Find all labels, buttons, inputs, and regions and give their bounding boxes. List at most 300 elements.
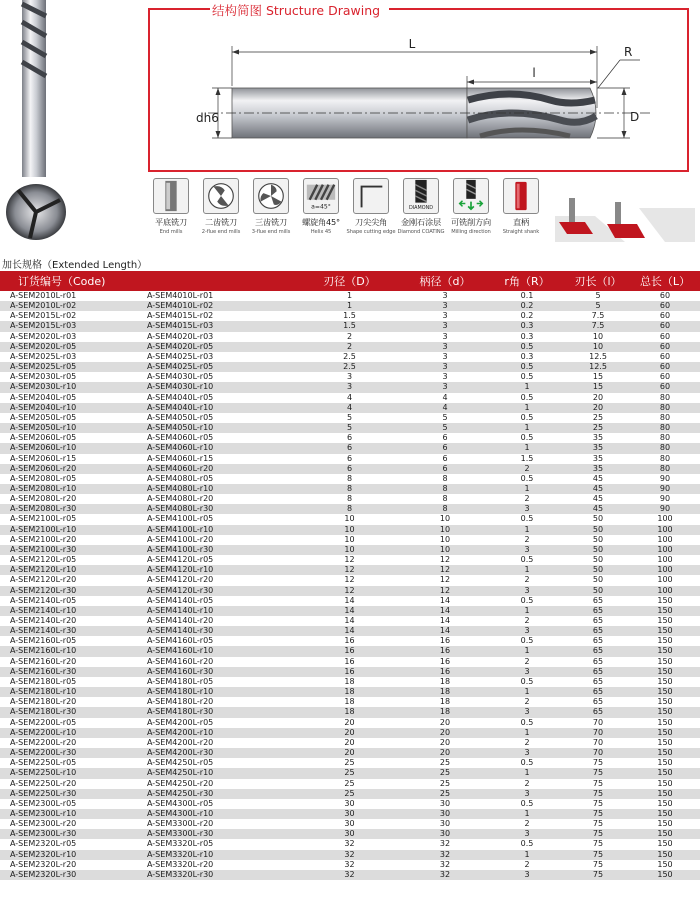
cell-cutting-diameter: 10 bbox=[297, 545, 402, 555]
cell-shank-diameter: 32 bbox=[402, 839, 488, 849]
cell-flute-length: 65 bbox=[566, 646, 630, 656]
feature-diamond-en: Diamond COATING bbox=[397, 229, 445, 235]
table-row bbox=[0, 352, 700, 362]
cell-code-a: A-SEM2030L-r05 bbox=[0, 372, 145, 382]
cell-shank-diameter: 25 bbox=[402, 758, 488, 768]
two-flute-icon bbox=[203, 178, 239, 214]
cell-code-a: A-SEM2120L-r05 bbox=[0, 555, 145, 565]
table-row bbox=[0, 768, 700, 778]
table-row bbox=[0, 779, 700, 789]
cell-flute-length: 35 bbox=[566, 454, 630, 464]
table-row bbox=[0, 362, 700, 372]
cell-code-b: A-SEM4100L-r30 bbox=[145, 545, 297, 555]
cell-corner-radius: 2 bbox=[488, 819, 566, 829]
table-row bbox=[0, 555, 700, 565]
cell-code-a: A-SEM2320L-r20 bbox=[0, 860, 145, 870]
sharp-corner-icon bbox=[353, 178, 389, 214]
three-flute-icon bbox=[253, 178, 289, 214]
cell-overall-length: 150 bbox=[630, 636, 700, 646]
cell-code-b: A-SEM4020L-r05 bbox=[145, 342, 297, 352]
cell-code-a: A-SEM2250L-r20 bbox=[0, 779, 145, 789]
cell-cutting-diameter: 16 bbox=[297, 646, 402, 656]
cell-cutting-diameter: 30 bbox=[297, 799, 402, 809]
cell-code-b: A-SEM4140L-r20 bbox=[145, 616, 297, 626]
table-row bbox=[0, 433, 700, 443]
cell-cutting-diameter: 3 bbox=[297, 372, 402, 382]
cell-shank-diameter: 30 bbox=[402, 829, 488, 839]
cell-overall-length: 150 bbox=[630, 657, 700, 667]
cell-cutting-diameter: 20 bbox=[297, 728, 402, 738]
cell-code-b: A-SEM4080L-r20 bbox=[145, 494, 297, 504]
cell-code-a: A-SEM2180L-r20 bbox=[0, 697, 145, 707]
cell-shank-diameter: 3 bbox=[402, 362, 488, 372]
cell-overall-length: 100 bbox=[630, 535, 700, 545]
cell-code-a: A-SEM2200L-r30 bbox=[0, 748, 145, 758]
table-row bbox=[0, 677, 700, 687]
cell-shank-diameter: 5 bbox=[402, 423, 488, 433]
cell-code-a: A-SEM2140L-r05 bbox=[0, 596, 145, 606]
cell-cutting-diameter: 3 bbox=[297, 382, 402, 392]
cell-shank-diameter: 30 bbox=[402, 819, 488, 829]
cell-shank-diameter: 20 bbox=[402, 738, 488, 748]
cell-corner-radius: 0.5 bbox=[488, 799, 566, 809]
cell-corner-radius: 0.3 bbox=[488, 352, 566, 362]
cell-flute-length: 50 bbox=[566, 555, 630, 565]
cell-flute-length: 75 bbox=[566, 779, 630, 789]
cell-corner-radius: 1 bbox=[488, 728, 566, 738]
table-row bbox=[0, 301, 700, 311]
cell-overall-length: 150 bbox=[630, 738, 700, 748]
cell-shank-diameter: 18 bbox=[402, 677, 488, 687]
cell-code-a: A-SEM2140L-r20 bbox=[0, 616, 145, 626]
cell-code-b: A-SEM4100L-r20 bbox=[145, 535, 297, 545]
cell-code-b: A-SEM4040L-r05 bbox=[145, 393, 297, 403]
table-row bbox=[0, 646, 700, 656]
feature-milling-en: Milling direction bbox=[451, 229, 491, 235]
cell-shank-diameter: 30 bbox=[402, 809, 488, 819]
cell-code-b: A-SEM4250L-r30 bbox=[145, 789, 297, 799]
cell-cutting-diameter: 25 bbox=[297, 779, 402, 789]
cell-code-a: A-SEM2160L-r05 bbox=[0, 636, 145, 646]
cell-shank-diameter: 3 bbox=[402, 342, 488, 352]
cell-code-b: A-SEM4180L-r10 bbox=[145, 687, 297, 697]
milling-illustration bbox=[555, 196, 695, 242]
cell-flute-length: 65 bbox=[566, 596, 630, 606]
cell-corner-radius: 3 bbox=[488, 870, 566, 880]
table-row bbox=[0, 413, 700, 423]
cell-code-b: A-SEM4300L-r10 bbox=[145, 809, 297, 819]
cell-corner-radius: 0.5 bbox=[488, 372, 566, 382]
cell-overall-length: 150 bbox=[630, 687, 700, 697]
table-row bbox=[0, 443, 700, 453]
table-row bbox=[0, 829, 700, 839]
cell-code-a: A-SEM2300L-r30 bbox=[0, 829, 145, 839]
cell-flute-length: 45 bbox=[566, 484, 630, 494]
cell-shank-diameter: 6 bbox=[402, 454, 488, 464]
feature-sharp-corner bbox=[345, 178, 397, 235]
cell-flute-length: 75 bbox=[566, 860, 630, 870]
cell-overall-length: 100 bbox=[630, 575, 700, 585]
cell-cutting-diameter: 2.5 bbox=[297, 352, 402, 362]
cell-corner-radius: 3 bbox=[488, 626, 566, 636]
cell-corner-radius: 0.2 bbox=[488, 301, 566, 311]
cell-shank-diameter: 18 bbox=[402, 707, 488, 717]
diamond-badge: DIAMOND bbox=[408, 205, 434, 212]
cell-code-a: A-SEM2320L-r30 bbox=[0, 870, 145, 880]
cell-shank-diameter: 8 bbox=[402, 474, 488, 484]
cell-overall-length: 60 bbox=[630, 352, 700, 362]
cell-shank-diameter: 12 bbox=[402, 586, 488, 596]
cell-code-b: A-SEM4080L-r30 bbox=[145, 504, 297, 514]
cell-corner-radius: 2 bbox=[488, 535, 566, 545]
cell-shank-diameter: 32 bbox=[402, 850, 488, 860]
cell-overall-length: 150 bbox=[630, 829, 700, 839]
cell-code-a: A-SEM2025L-r05 bbox=[0, 362, 145, 372]
cell-flute-length: 50 bbox=[566, 575, 630, 585]
feature-three-flute bbox=[245, 178, 297, 235]
feature-two-flute bbox=[195, 178, 247, 235]
cell-code-b: A-SEM4025L-r05 bbox=[145, 362, 297, 372]
cell-flute-length: 70 bbox=[566, 728, 630, 738]
cell-corner-radius: 1 bbox=[488, 606, 566, 616]
cell-code-b: A-SEM4160L-r20 bbox=[145, 657, 297, 667]
table-row bbox=[0, 535, 700, 545]
table-row bbox=[0, 454, 700, 464]
helix-angle-icon bbox=[303, 178, 339, 214]
cell-overall-length: 80 bbox=[630, 443, 700, 453]
cell-flute-length: 12.5 bbox=[566, 362, 630, 372]
cell-code-b: A-SEM4080L-r05 bbox=[145, 474, 297, 484]
cell-flute-length: 5 bbox=[566, 291, 630, 301]
cell-corner-radius: 0.5 bbox=[488, 758, 566, 768]
cell-shank-diameter: 12 bbox=[402, 555, 488, 565]
cell-cutting-diameter: 14 bbox=[297, 606, 402, 616]
cell-overall-length: 80 bbox=[630, 403, 700, 413]
cell-corner-radius: 2 bbox=[488, 860, 566, 870]
feature-three-flute-en: 3-flue end mills bbox=[251, 229, 291, 235]
cell-flute-length: 65 bbox=[566, 657, 630, 667]
cell-code-a: A-SEM2010L-r02 bbox=[0, 301, 145, 311]
cell-code-b: A-SEM4140L-r05 bbox=[145, 596, 297, 606]
cell-code-b: A-SEM4250L-r05 bbox=[145, 758, 297, 768]
cell-shank-diameter: 3 bbox=[402, 291, 488, 301]
table-row bbox=[0, 758, 700, 768]
cell-flute-length: 45 bbox=[566, 504, 630, 514]
cell-shank-diameter: 12 bbox=[402, 565, 488, 575]
cell-flute-length: 75 bbox=[566, 809, 630, 819]
cell-code-b: A-SEM4120L-r30 bbox=[145, 586, 297, 596]
cell-corner-radius: 0.5 bbox=[488, 839, 566, 849]
cell-shank-diameter: 8 bbox=[402, 484, 488, 494]
cell-cutting-diameter: 1 bbox=[297, 291, 402, 301]
cell-cutting-diameter: 6 bbox=[297, 433, 402, 443]
cell-code-b: A-SEM3320L-r05 bbox=[145, 839, 297, 849]
cell-shank-diameter: 20 bbox=[402, 718, 488, 728]
cell-shank-diameter: 14 bbox=[402, 626, 488, 636]
cell-corner-radius: 1 bbox=[488, 687, 566, 697]
cell-cutting-diameter: 25 bbox=[297, 758, 402, 768]
cell-overall-length: 150 bbox=[630, 789, 700, 799]
cell-corner-radius: 0.5 bbox=[488, 718, 566, 728]
feature-helix-angle bbox=[295, 178, 347, 235]
cell-shank-diameter: 6 bbox=[402, 443, 488, 453]
cell-corner-radius: 0.5 bbox=[488, 636, 566, 646]
straight-shank-icon bbox=[503, 178, 539, 214]
dim-D-label: D bbox=[630, 110, 640, 124]
cell-code-b: A-SEM4050L-r10 bbox=[145, 423, 297, 433]
cell-shank-diameter: 16 bbox=[402, 657, 488, 667]
cell-flute-length: 65 bbox=[566, 636, 630, 646]
cell-code-b: A-SEM4030L-r10 bbox=[145, 382, 297, 392]
cell-cutting-diameter: 18 bbox=[297, 687, 402, 697]
cell-shank-diameter: 16 bbox=[402, 636, 488, 646]
cell-code-a: A-SEM2100L-r05 bbox=[0, 514, 145, 524]
feature-shank-zh: 直柄 bbox=[513, 217, 529, 227]
table-row bbox=[0, 514, 700, 524]
cell-corner-radius: 1 bbox=[488, 850, 566, 860]
cell-code-a: A-SEM2040L-r05 bbox=[0, 393, 145, 403]
cell-cutting-diameter: 12 bbox=[297, 586, 402, 596]
cell-flute-length: 10 bbox=[566, 342, 630, 352]
table-row bbox=[0, 697, 700, 707]
cell-code-a: A-SEM2180L-r10 bbox=[0, 687, 145, 697]
cell-corner-radius: 1 bbox=[488, 403, 566, 413]
cell-shank-diameter: 16 bbox=[402, 667, 488, 677]
cell-overall-length: 60 bbox=[630, 382, 700, 392]
cell-corner-radius: 0.5 bbox=[488, 596, 566, 606]
cell-overall-length: 150 bbox=[630, 850, 700, 860]
cell-code-a: A-SEM2200L-r20 bbox=[0, 738, 145, 748]
cell-cutting-diameter: 25 bbox=[297, 789, 402, 799]
cell-code-a: A-SEM2030L-r10 bbox=[0, 382, 145, 392]
cell-flute-length: 45 bbox=[566, 474, 630, 484]
cell-corner-radius: 1 bbox=[488, 484, 566, 494]
cell-code-b: A-SEM4180L-r05 bbox=[145, 677, 297, 687]
cell-code-a: A-SEM2080L-r20 bbox=[0, 494, 145, 504]
cell-shank-diameter: 20 bbox=[402, 728, 488, 738]
header-code: 订货编号（Code) bbox=[0, 271, 297, 291]
cell-cutting-diameter: 10 bbox=[297, 514, 402, 524]
cell-corner-radius: 1 bbox=[488, 525, 566, 535]
feature-diamond-zh: 金刚石涂层 bbox=[401, 217, 441, 227]
feature-straight-shank bbox=[495, 178, 547, 235]
cell-overall-length: 100 bbox=[630, 586, 700, 596]
cell-shank-diameter: 18 bbox=[402, 697, 488, 707]
feature-end-mills-zh: 平底铣刀 bbox=[155, 217, 187, 227]
cell-code-b: A-SEM4060L-r10 bbox=[145, 443, 297, 453]
cell-shank-diameter: 8 bbox=[402, 504, 488, 514]
cell-overall-length: 150 bbox=[630, 616, 700, 626]
cell-flute-length: 65 bbox=[566, 707, 630, 717]
cell-shank-diameter: 30 bbox=[402, 799, 488, 809]
cell-code-b: A-SEM4010L-r02 bbox=[145, 301, 297, 311]
cell-flute-length: 25 bbox=[566, 413, 630, 423]
cell-cutting-diameter: 8 bbox=[297, 484, 402, 494]
cell-flute-length: 75 bbox=[566, 819, 630, 829]
table-body bbox=[0, 291, 700, 880]
cell-flute-length: 10 bbox=[566, 332, 630, 342]
cell-overall-length: 80 bbox=[630, 393, 700, 403]
cell-code-a: A-SEM2120L-r10 bbox=[0, 565, 145, 575]
cell-corner-radius: 2 bbox=[488, 779, 566, 789]
table-row bbox=[0, 636, 700, 646]
cell-cutting-diameter: 18 bbox=[297, 677, 402, 687]
cell-corner-radius: 0.3 bbox=[488, 332, 566, 342]
table-row bbox=[0, 707, 700, 717]
cell-corner-radius: 2 bbox=[488, 697, 566, 707]
table-row bbox=[0, 819, 700, 829]
cell-corner-radius: 3 bbox=[488, 586, 566, 596]
cell-overall-length: 150 bbox=[630, 839, 700, 849]
cell-cutting-diameter: 8 bbox=[297, 474, 402, 484]
table-row bbox=[0, 504, 700, 514]
cell-cutting-diameter: 20 bbox=[297, 748, 402, 758]
feature-helix-en: Helix 45 bbox=[310, 229, 332, 235]
cell-flute-length: 15 bbox=[566, 382, 630, 392]
cell-corner-radius: 0.1 bbox=[488, 291, 566, 301]
cell-overall-length: 80 bbox=[630, 464, 700, 474]
cell-code-a: A-SEM2060L-r20 bbox=[0, 464, 145, 474]
table-row bbox=[0, 342, 700, 352]
cell-code-a: A-SEM2160L-r30 bbox=[0, 667, 145, 677]
cell-code-b: A-SEM4020L-r03 bbox=[145, 332, 297, 342]
cell-flute-length: 65 bbox=[566, 616, 630, 626]
cell-shank-diameter: 16 bbox=[402, 646, 488, 656]
cell-cutting-diameter: 30 bbox=[297, 809, 402, 819]
cell-code-b: A-SEM4050L-r05 bbox=[145, 413, 297, 423]
cell-cutting-diameter: 32 bbox=[297, 850, 402, 860]
cell-overall-length: 150 bbox=[630, 748, 700, 758]
cell-shank-diameter: 6 bbox=[402, 433, 488, 443]
table-row bbox=[0, 718, 700, 728]
cell-code-b: A-SEM4015L-r03 bbox=[145, 321, 297, 331]
cell-overall-length: 150 bbox=[630, 606, 700, 616]
cell-shank-diameter: 18 bbox=[402, 687, 488, 697]
cell-flute-length: 50 bbox=[566, 525, 630, 535]
table-row bbox=[0, 586, 700, 596]
cell-shank-diameter: 3 bbox=[402, 352, 488, 362]
cell-flute-length: 75 bbox=[566, 799, 630, 809]
cell-overall-length: 80 bbox=[630, 413, 700, 423]
cell-code-b: A-SEM4250L-r20 bbox=[145, 779, 297, 789]
cell-corner-radius: 1.5 bbox=[488, 454, 566, 464]
cell-code-b: A-SEM4180L-r30 bbox=[145, 707, 297, 717]
table-row bbox=[0, 423, 700, 433]
cell-code-a: A-SEM2160L-r10 bbox=[0, 646, 145, 656]
cell-code-a: A-SEM2100L-r30 bbox=[0, 545, 145, 555]
cell-overall-length: 150 bbox=[630, 626, 700, 636]
cell-overall-length: 100 bbox=[630, 514, 700, 524]
cell-corner-radius: 1 bbox=[488, 565, 566, 575]
table-row bbox=[0, 850, 700, 860]
feature-sharp-corner-en: Shape cutting edge bbox=[346, 229, 396, 235]
dim-l-label: l bbox=[532, 66, 536, 80]
cell-flute-length: 7.5 bbox=[566, 321, 630, 331]
cell-flute-length: 12.5 bbox=[566, 352, 630, 362]
cell-flute-length: 65 bbox=[566, 687, 630, 697]
cell-code-a: A-SEM2100L-r20 bbox=[0, 535, 145, 545]
cell-overall-length: 60 bbox=[630, 301, 700, 311]
cell-code-a: A-SEM2180L-r05 bbox=[0, 677, 145, 687]
cell-code-a: A-SEM2100L-r10 bbox=[0, 525, 145, 535]
cell-corner-radius: 2 bbox=[488, 464, 566, 474]
cell-shank-diameter: 20 bbox=[402, 748, 488, 758]
cell-code-b: A-SEM4010L-r01 bbox=[145, 291, 297, 301]
feature-diamond-coating bbox=[395, 178, 447, 235]
end-mill-product-photo bbox=[0, 0, 75, 245]
cell-code-b: A-SEM4200L-r05 bbox=[145, 718, 297, 728]
cell-code-b: A-SEM4100L-r05 bbox=[145, 514, 297, 524]
cell-corner-radius: 2 bbox=[488, 494, 566, 504]
cell-overall-length: 60 bbox=[630, 291, 700, 301]
cell-code-a: A-SEM2080L-r10 bbox=[0, 484, 145, 494]
feature-milling-direction bbox=[445, 178, 497, 235]
header-overall-length: 总长（L） bbox=[630, 271, 700, 291]
table-row bbox=[0, 332, 700, 342]
cell-code-b: A-SEM4080L-r10 bbox=[145, 484, 297, 494]
cell-corner-radius: 0.3 bbox=[488, 321, 566, 331]
cell-cutting-diameter: 12 bbox=[297, 555, 402, 565]
cell-overall-length: 90 bbox=[630, 474, 700, 484]
feature-helix-zh: 螺旋角45° bbox=[302, 217, 340, 227]
table-row bbox=[0, 839, 700, 849]
cell-cutting-diameter: 16 bbox=[297, 657, 402, 667]
cell-overall-length: 150 bbox=[630, 667, 700, 677]
cell-shank-diameter: 3 bbox=[402, 372, 488, 382]
cell-code-a: A-SEM2320L-r05 bbox=[0, 839, 145, 849]
cell-code-a: A-SEM2180L-r30 bbox=[0, 707, 145, 717]
cell-cutting-diameter: 30 bbox=[297, 819, 402, 829]
cell-shank-diameter: 14 bbox=[402, 606, 488, 616]
cell-corner-radius: 3 bbox=[488, 667, 566, 677]
cell-flute-length: 65 bbox=[566, 697, 630, 707]
cell-code-b: A-SEM4250L-r10 bbox=[145, 768, 297, 778]
cell-shank-diameter: 5 bbox=[402, 413, 488, 423]
cell-corner-radius: 3 bbox=[488, 545, 566, 555]
table-row bbox=[0, 474, 700, 484]
table-row bbox=[0, 403, 700, 413]
cell-cutting-diameter: 2 bbox=[297, 332, 402, 342]
cell-overall-length: 150 bbox=[630, 646, 700, 656]
flat-end-mill-icon bbox=[153, 178, 189, 214]
cell-corner-radius: 0.5 bbox=[488, 474, 566, 484]
cell-flute-length: 65 bbox=[566, 626, 630, 636]
table-row bbox=[0, 789, 700, 799]
cell-flute-length: 50 bbox=[566, 535, 630, 545]
cell-code-a: A-SEM2140L-r30 bbox=[0, 626, 145, 636]
cell-code-b: A-SEM4180L-r20 bbox=[145, 697, 297, 707]
table-row bbox=[0, 809, 700, 819]
cell-code-a: A-SEM2080L-r05 bbox=[0, 474, 145, 484]
cell-code-a: A-SEM2080L-r30 bbox=[0, 504, 145, 514]
cell-code-a: A-SEM2250L-r30 bbox=[0, 789, 145, 799]
cell-cutting-diameter: 14 bbox=[297, 616, 402, 626]
cell-overall-length: 60 bbox=[630, 311, 700, 321]
cell-code-a: A-SEM2200L-r05 bbox=[0, 718, 145, 728]
cell-flute-length: 20 bbox=[566, 403, 630, 413]
cell-overall-length: 150 bbox=[630, 707, 700, 717]
cell-code-a: A-SEM2140L-r10 bbox=[0, 606, 145, 616]
cell-overall-length: 150 bbox=[630, 809, 700, 819]
feature-three-flute-zh: 三齿铣刀 bbox=[255, 217, 287, 227]
cell-corner-radius: 3 bbox=[488, 829, 566, 839]
cell-overall-length: 90 bbox=[630, 494, 700, 504]
spec-table bbox=[0, 271, 700, 880]
cell-corner-radius: 0.5 bbox=[488, 555, 566, 565]
cell-code-b: A-SEM3300L-r30 bbox=[145, 829, 297, 839]
cell-cutting-diameter: 4 bbox=[297, 393, 402, 403]
table-row bbox=[0, 321, 700, 331]
